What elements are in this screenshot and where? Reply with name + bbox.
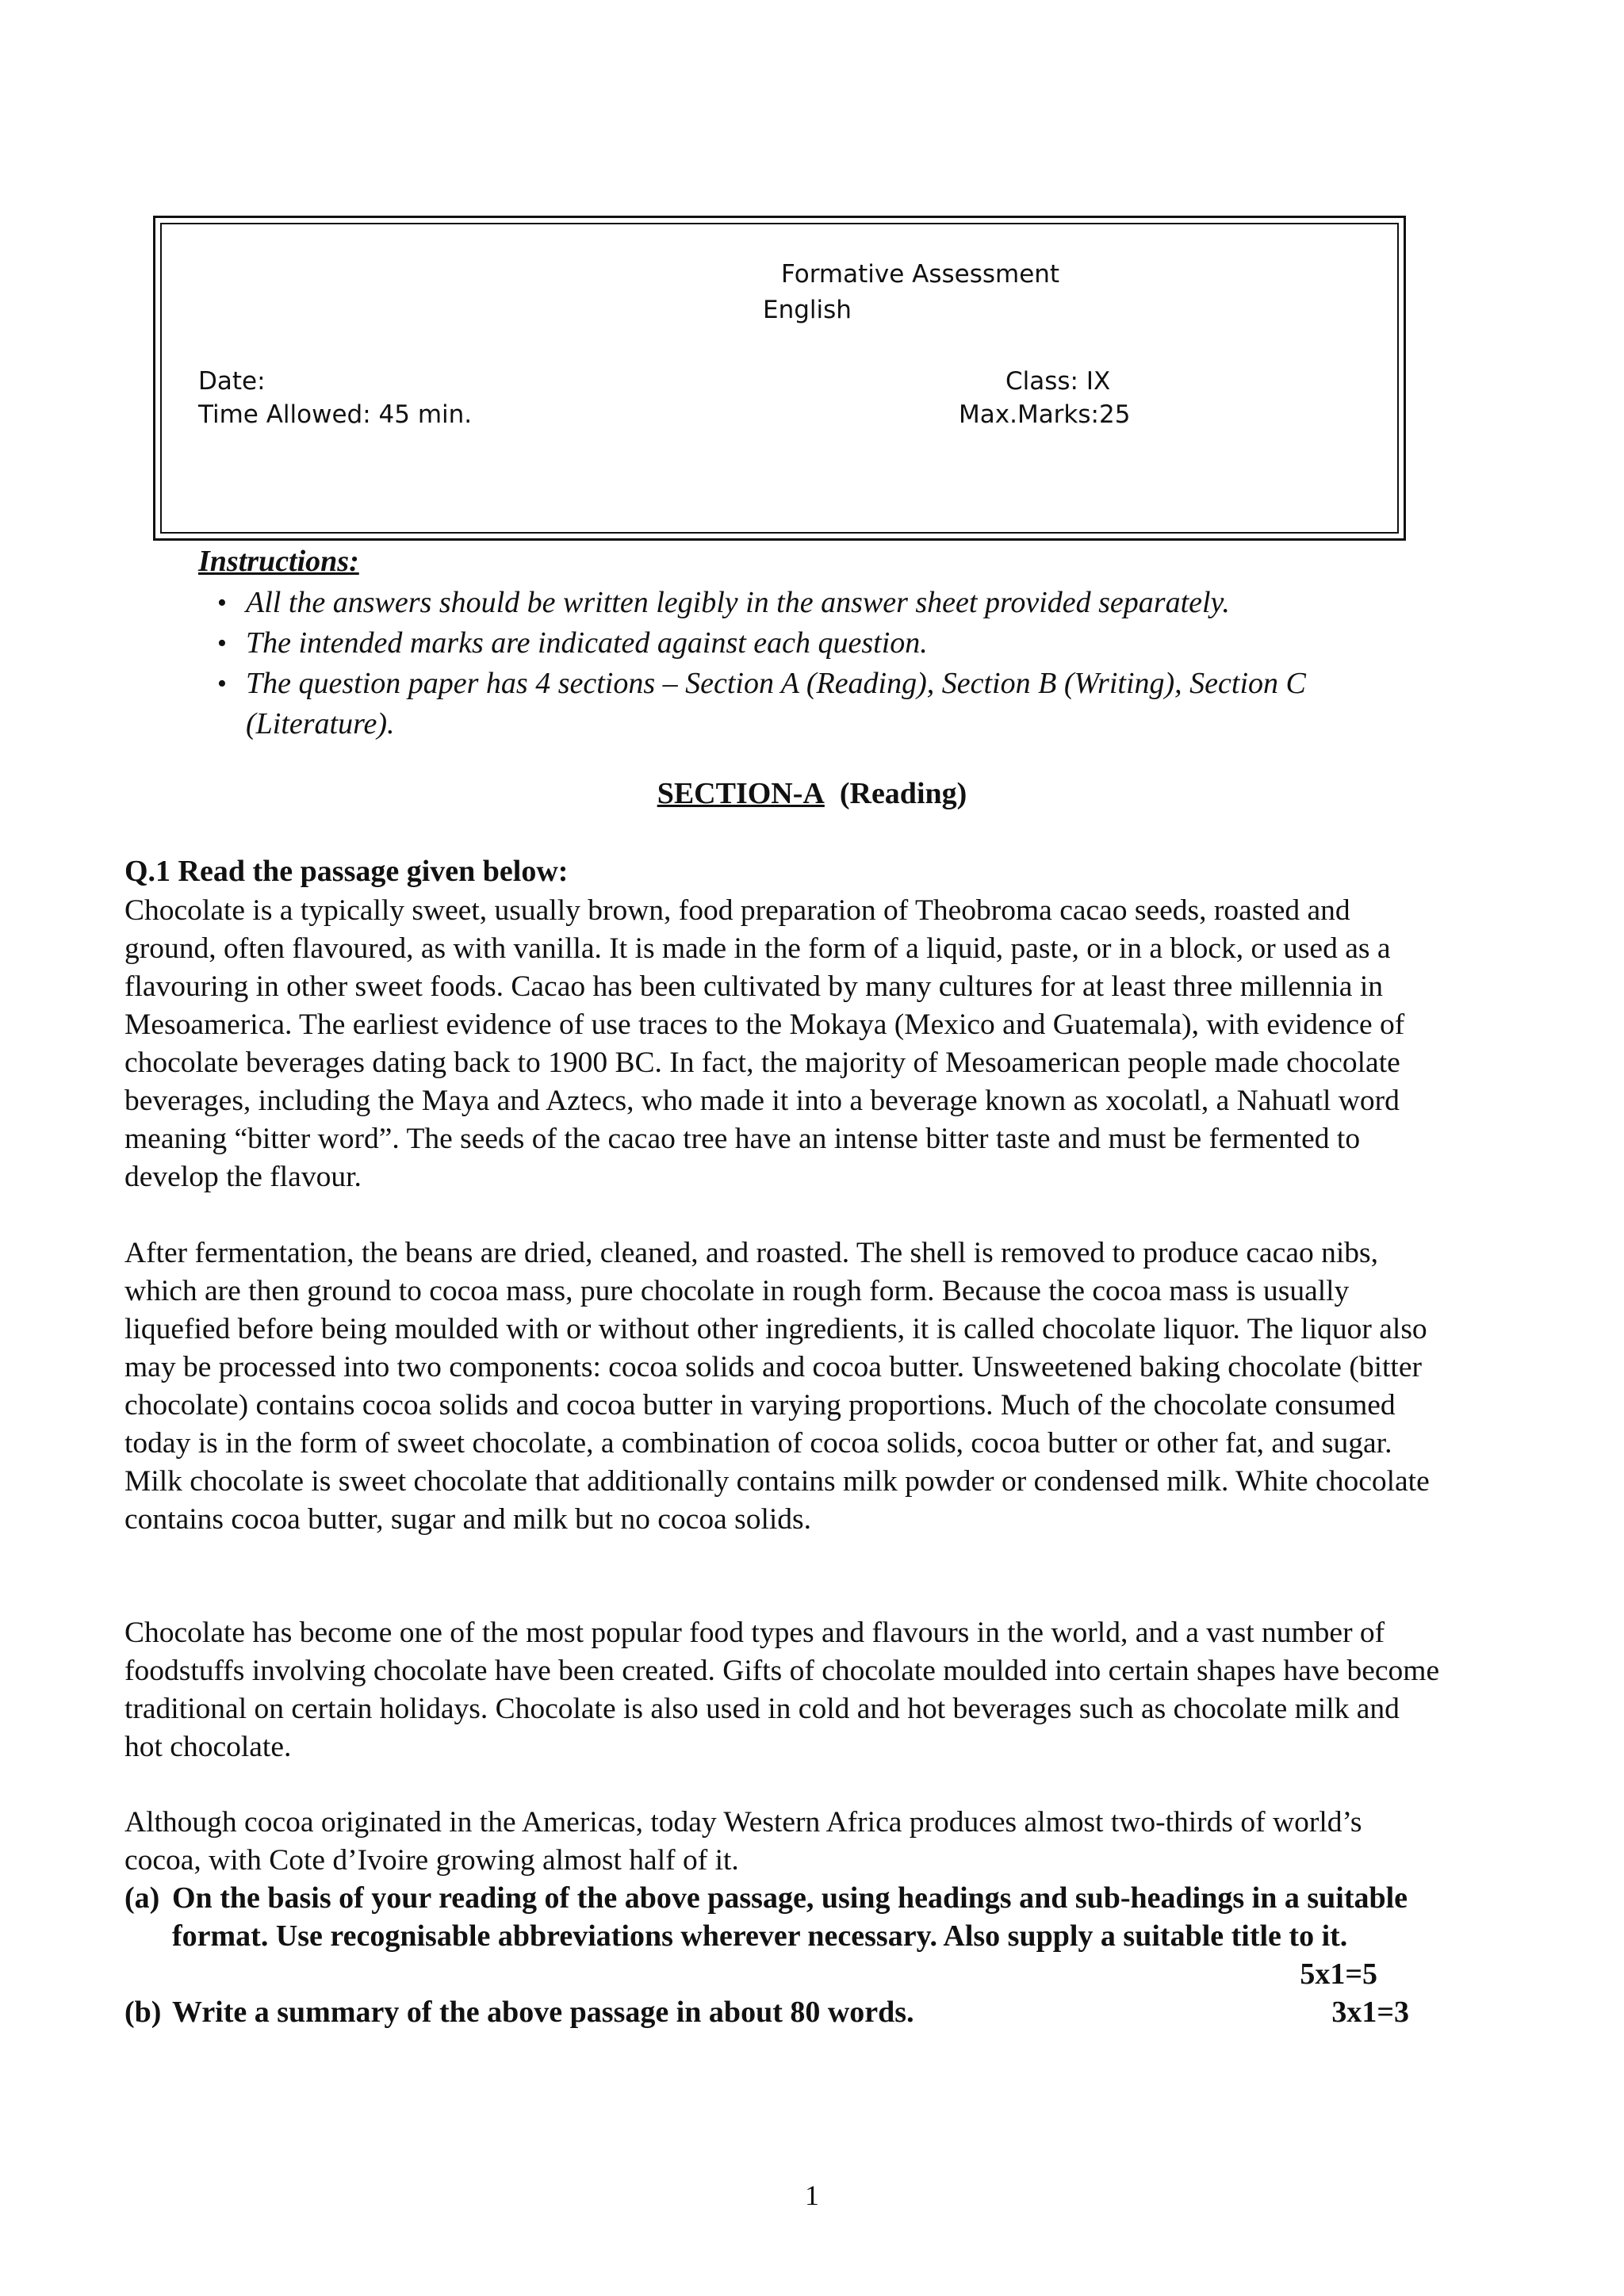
date-label: Date: (198, 367, 266, 396)
class-label: Class: IX (1005, 367, 1111, 396)
assessment-title: Formative Assessment (781, 260, 1060, 289)
question-part-marks: 3x1=3 (1331, 1996, 1409, 2029)
instruction-item: • The intended marks are indicated against each question. (216, 623, 1429, 664)
question-part-a (124, 1879, 1425, 1991)
question-part-marks: 5x1=5 (1300, 1957, 1377, 1991)
question-part-label: (a) (124, 1881, 160, 1915)
section-subtitle: (Reading) (839, 777, 967, 810)
max-marks: Max.Marks:25 (959, 400, 1131, 429)
instructions-list (216, 583, 1429, 744)
question-heading: Q.1 Read the passage given below: (124, 855, 569, 888)
passage-paragraph: Chocolate is a typically sweet, usually brown, food preparation of Theobroma cacao seeds, roasted and ground, often flavoured, as with vanilla. It is made in the form of a liquid, paste, or in a block, or used as a flavouring in other sweet foods. Cacao has been cultivated by many cultures for at least three millennia in Mesoamerica. The earliest evidence of use traces to the Mokaya (Mexico and Guatemala), with evidence of chocolate beverages dating back to 1900 BC. In fact, the majority of Mesoamerican people made chocolate beverages, including the Maya and Aztecs, who made it into a beverage known as xocolatl, a Nahuatl word meaning “bitter word”. The seeds of the cacao tree have an intense bitter taste and must be fermented to develop the flavour. (124, 894, 1405, 1193)
instructions-heading: Instructions: (198, 545, 359, 578)
passage-paragraph: Although cocoa originated in the Americas, today Western Africa produces almost two-thirds of world’s cocoa, with Cote d’Ivoire growing almost half of it. (124, 1806, 1362, 1877)
page-number: 1 (805, 2179, 819, 2211)
section-heading (0, 776, 1624, 811)
section-name: SECTION-A (657, 777, 825, 810)
subject-name: English (763, 296, 852, 324)
passage-paragraph: Chocolate has become one of the most popular food types and flavours in the world, and a vast number of foodstuffs involving chocolate have been created. Gifts of chocolate moulded into certain shapes have become traditional on certain holidays. Chocolate is also used in cold and hot beverages such as chocolate milk and hot chocolate. (124, 1617, 1440, 1763)
instruction-item: • All the answers should be written legibly in the answer sheet provided separately. (216, 583, 1429, 623)
header-box-inner-border (160, 223, 1399, 534)
time-allowed: Time Allowed: 45 min. (198, 400, 473, 429)
question-part-b (124, 1993, 1425, 2031)
question-part-label: (b) (124, 1996, 162, 2029)
instruction-item: • The question paper has 4 sections – Section A (Reading), Section B (Writing), Section C (Literature). (216, 664, 1429, 744)
question-part-text: On the basis of your reading of the above passage, using headings and sub-headings in a suitable format. Use recognisable abbreviations wherever necessary. Also supply a suitable title to it. (172, 1881, 1408, 1953)
question-part-text: Write a summary of the above passage in about 80 words. (172, 1996, 914, 2029)
passage-paragraph: After fermentation, the beans are dried, cleaned, and roasted. The shell is removed to produce cacao nibs, which are then ground to cocoa mass, pure chocolate in rough form. Because the cocoa mass is usually liquefied before being moulded with or without other ingredients, it is called chocolate liquor. The liquor also may be processed into two components: cocoa solids and cocoa butter. Unsweetened baking chocolate (bitter chocolate) contains cocoa solids and cocoa butter in varying proportions. Much of the chocolate consumed today is in the form of sweet chocolate, a combination of cocoa solids, cocoa butter or other fat, and sugar. Milk chocolate is sweet chocolate that additionally contains milk powder or condensed milk. White chocolate contains cocoa butter, sugar and milk but no cocoa solids. (124, 1237, 1430, 1536)
header-box (153, 216, 1406, 541)
